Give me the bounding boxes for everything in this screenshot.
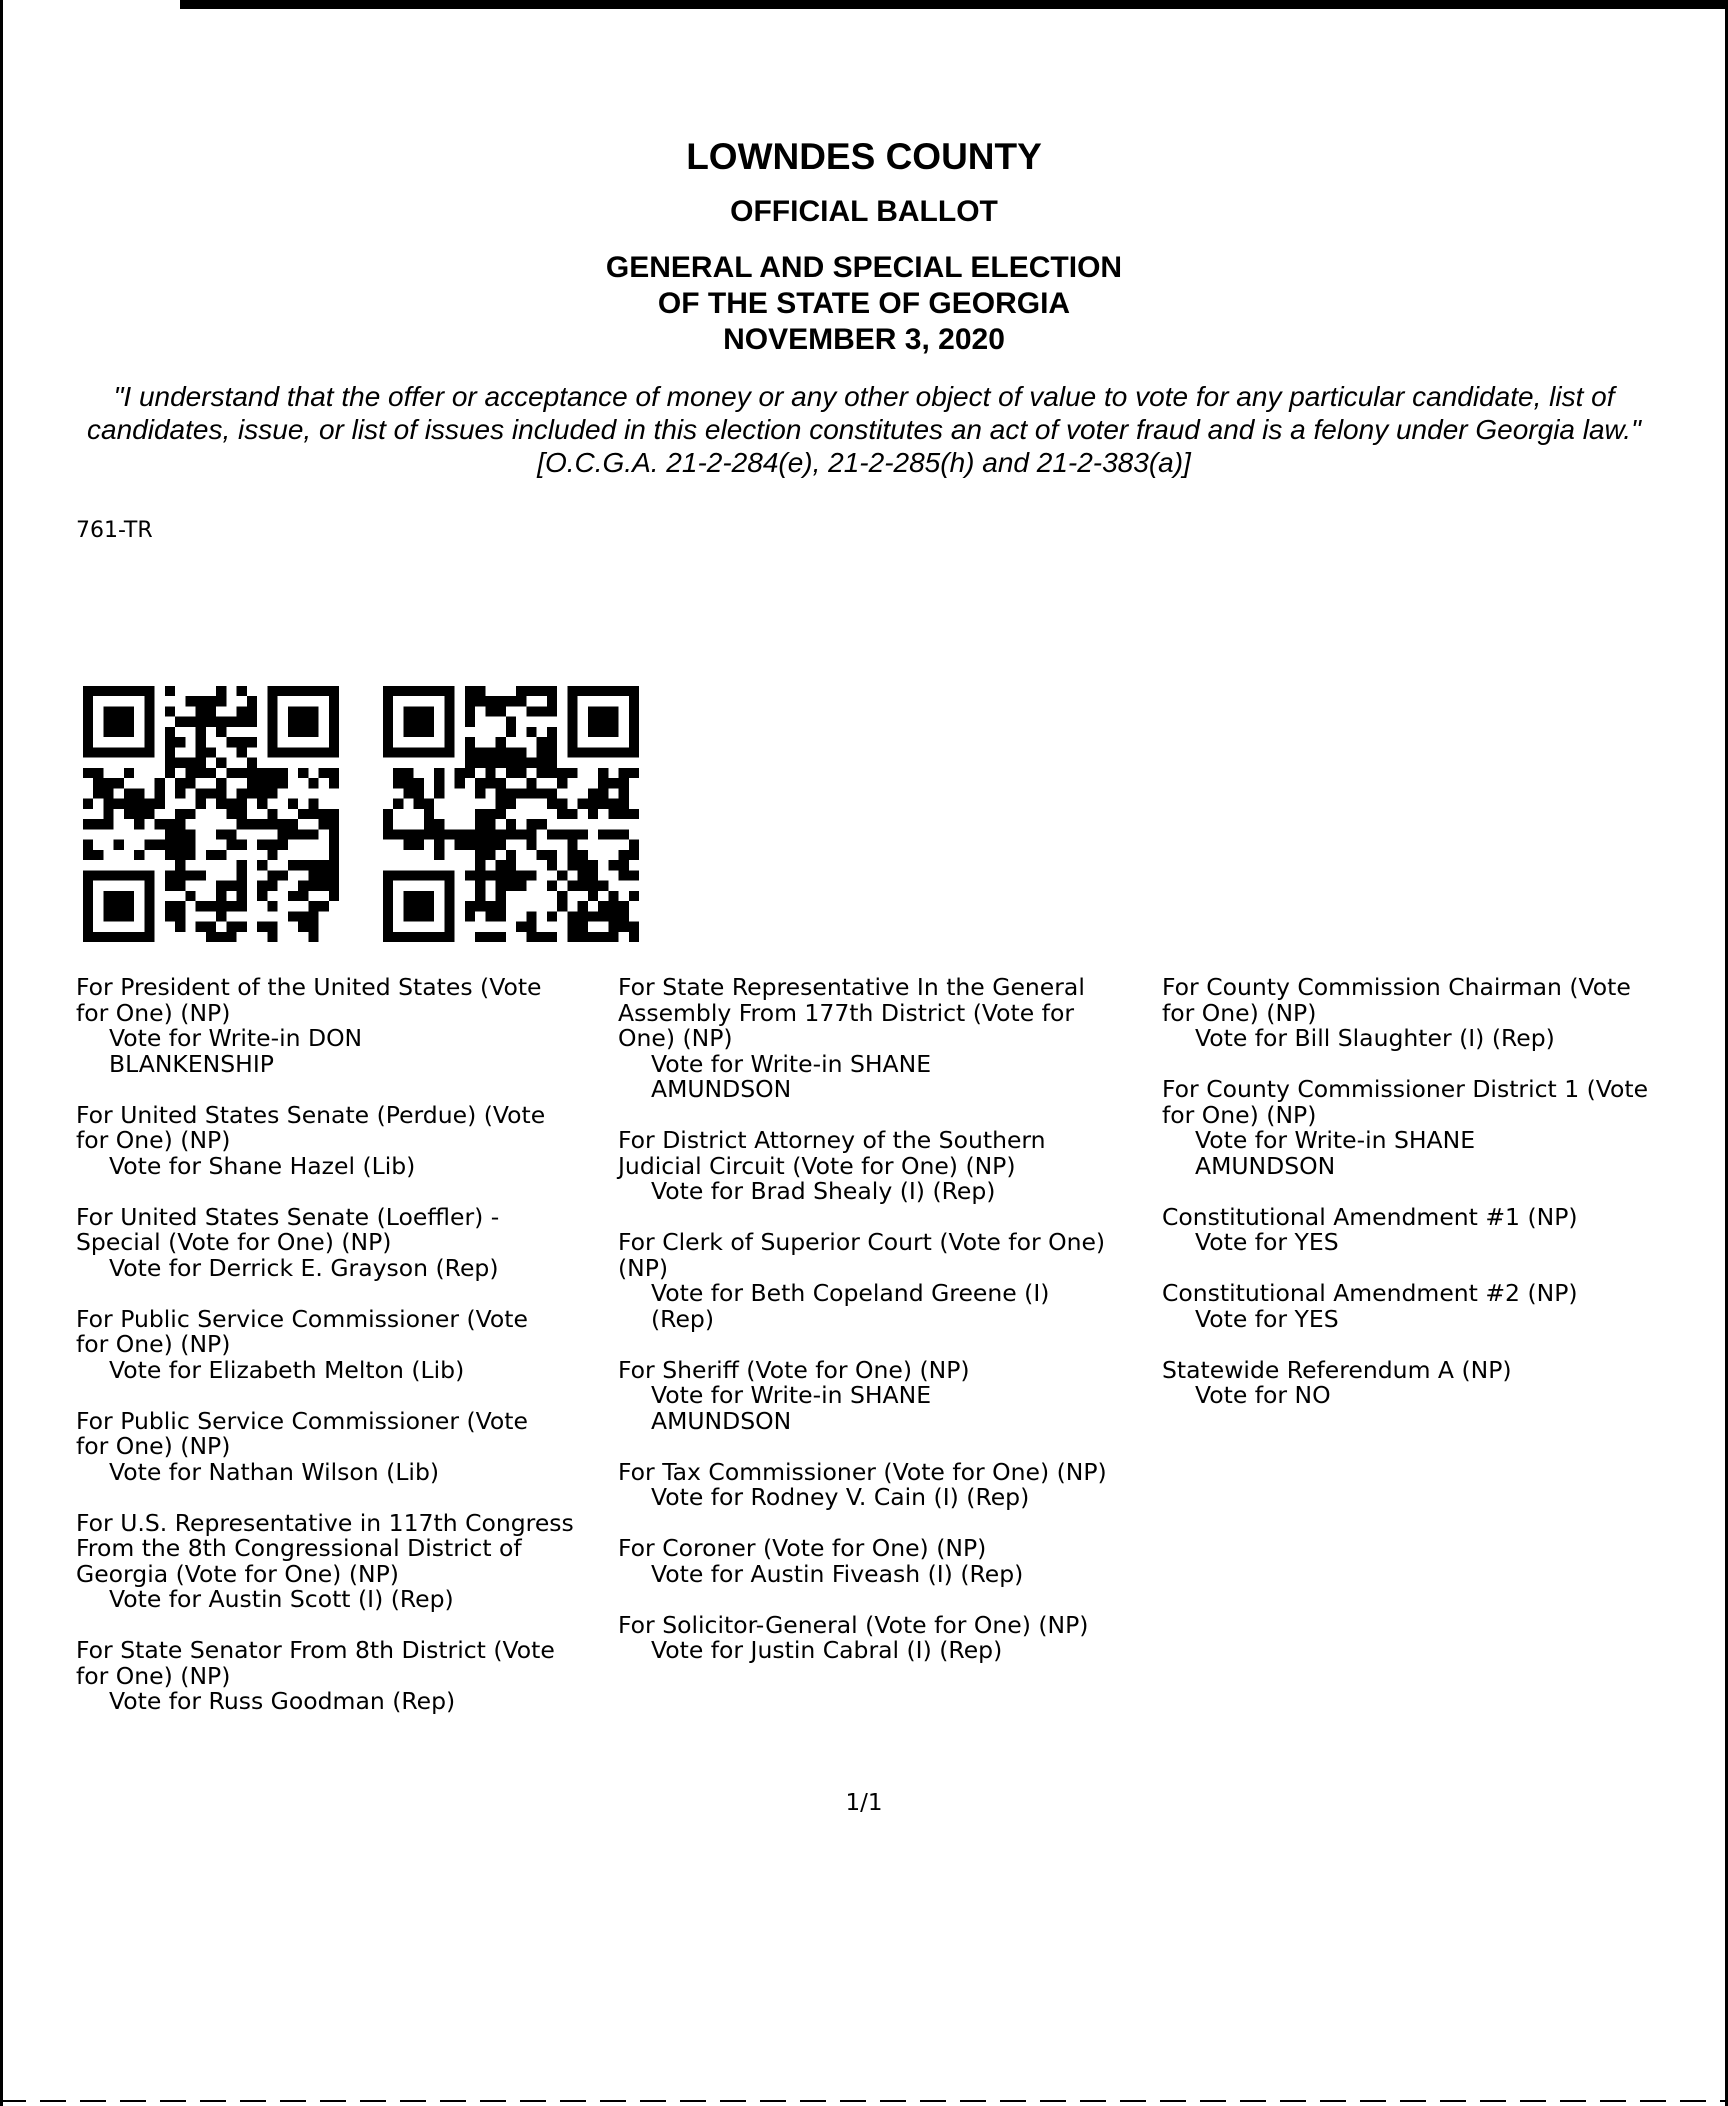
- contest-title: For State Representative In the General Assembly From 177th District (Vote for One) (NP): [618, 973, 1085, 1052]
- vote-selection: Vote for Write-in DON BLANKENSHIP: [109, 1024, 363, 1078]
- contest: [618, 1457, 1158, 1511]
- contest-title: For United States Senate (Perdue) (Vote for One) (NP): [76, 1100, 546, 1154]
- vote-selection: Vote for Write-in SHANE AMUNDSON: [651, 1049, 932, 1103]
- ballot-column-3: [1162, 975, 1728, 1434]
- election-date: NOVEMBER 3, 2020: [723, 323, 1005, 356]
- ballot-column-2: [618, 975, 1158, 1689]
- top-border: [180, 0, 1728, 9]
- contest: [1162, 1281, 1728, 1332]
- qr-code-2: [378, 686, 644, 942]
- page-number: 1/1: [845, 1790, 883, 1816]
- contest-title: For District Attorney of the Southern Judicial Circuit (Vote for One) (NP): [618, 1126, 1046, 1180]
- contest-title: For Tax Commissioner (Vote for One) (NP): [618, 1457, 1107, 1486]
- contest: [618, 1355, 1158, 1435]
- ballot-id: 761-TR: [76, 518, 153, 543]
- vote-selection: Vote for Shane Hazel (Lib): [109, 1151, 416, 1180]
- contest-title: For State Senator From 8th District (Vote for One) (NP): [76, 1636, 555, 1690]
- contest: [76, 1406, 616, 1486]
- contest: [1162, 1202, 1728, 1256]
- vote-selection: Vote for Write-in SHANE AMUNDSON: [651, 1381, 932, 1435]
- ballot-column-1: [76, 975, 616, 1740]
- contest: [1162, 1355, 1728, 1409]
- contest-title: For County Commission Chairman (Vote for One) (NP): [1162, 975, 1631, 1027]
- contest: [618, 975, 1158, 1103]
- voter-fraud-notice: "I understand that the offer or acceptance of money or any other object of value to vote for any particular candidate, list of candidates, issue, or list of issues included in this election constitutes an act of voter fraud and is a felony under Georgia law." [O.C.G.A. 21-2-284(e), 21-2-285(h) and 21-2-383(a)]: [87, 381, 1641, 478]
- contest-title: For Public Service Commissioner (Vote for One) (NP): [76, 1304, 528, 1358]
- vote-selection: Vote for Beth Copeland Greene (I) (Rep): [651, 1279, 1050, 1333]
- contest-title: Statewide Referendum A (NP): [1162, 1355, 1512, 1384]
- contest: [76, 1100, 616, 1180]
- contest: [76, 1304, 616, 1384]
- contest-title: For Sheriff (Vote for One) (NP): [618, 1355, 970, 1384]
- vote-selection: Vote for YES: [1195, 1304, 1339, 1333]
- vote-selection: Vote for Brad Shealy (I) (Rep): [651, 1177, 996, 1205]
- contest-title: For U.S. Representative in 117th Congress From the 8th Congressional District of Georgia (Vote for One) (NP): [76, 1508, 574, 1588]
- qr-code-1: [78, 686, 344, 942]
- contest: [618, 1128, 1158, 1205]
- vote-selection: Vote for Write-in SHANE AMUNDSON: [1195, 1126, 1476, 1180]
- contest: [1162, 975, 1728, 1052]
- vote-selection: Vote for Derrick E. Grayson (Rep): [109, 1253, 499, 1282]
- official-ballot-title: OFFICIAL BALLOT: [730, 195, 998, 228]
- vote-selection: Vote for Justin Cabral (I) (Rep): [651, 1636, 1003, 1664]
- contest-title: For Clerk of Superior Court (Vote for One) (NP): [618, 1228, 1106, 1282]
- contest-title: For United States Senate (Loeffler) - Special (Vote for One) (NP): [76, 1202, 500, 1256]
- contest: [76, 1638, 616, 1715]
- contest-title: Constitutional Amendment #1 (NP): [1162, 1202, 1578, 1231]
- vote-selection: Vote for NO: [1195, 1381, 1331, 1409]
- contest: [618, 1536, 1158, 1587]
- contest: [76, 975, 616, 1077]
- contest-title: For Coroner (Vote for One) (NP): [618, 1534, 987, 1562]
- vote-selection: Vote for Austin Scott (I) (Rep): [109, 1585, 454, 1613]
- vote-selection: Vote for Elizabeth Melton (Lib): [109, 1355, 465, 1384]
- contest-title: For Solicitor-General (Vote for One) (NP): [618, 1610, 1089, 1639]
- election-line-2: OF THE STATE OF GEORGIA: [657, 287, 1071, 320]
- vote-selection: Vote for Rodney V. Cain (I) (Rep): [651, 1483, 1030, 1511]
- bottom-border: [0, 2100, 1728, 2102]
- vote-selection: Vote for YES: [1195, 1228, 1339, 1256]
- contest: [76, 1202, 616, 1282]
- contest: [618, 1230, 1158, 1332]
- contest-title: For Public Service Commissioner (Vote for One) (NP): [76, 1406, 528, 1460]
- election-line-1: GENERAL AND SPECIAL ELECTION: [605, 251, 1123, 284]
- vote-selection: Vote for Nathan Wilson (Lib): [109, 1457, 440, 1486]
- county-title: LOWNDES COUNTY: [686, 136, 1042, 177]
- vote-selection: Vote for Austin Fiveash (I) (Rep): [651, 1559, 1024, 1588]
- vote-selection: Vote for Bill Slaughter (I) (Rep): [1195, 1024, 1555, 1052]
- election-title: [0, 250, 1728, 358]
- contest: [618, 1610, 1158, 1664]
- contest-title: For County Commissioner District 1 (Vote for One) (NP): [1162, 1075, 1649, 1129]
- contest-title: Constitutional Amendment #2 (NP): [1162, 1279, 1578, 1307]
- contest: [1162, 1077, 1728, 1179]
- contest: [76, 1508, 616, 1613]
- contest-title: For President of the United States (Vote for One) (NP): [76, 973, 542, 1027]
- vote-selection: Vote for Russ Goodman (Rep): [109, 1687, 456, 1715]
